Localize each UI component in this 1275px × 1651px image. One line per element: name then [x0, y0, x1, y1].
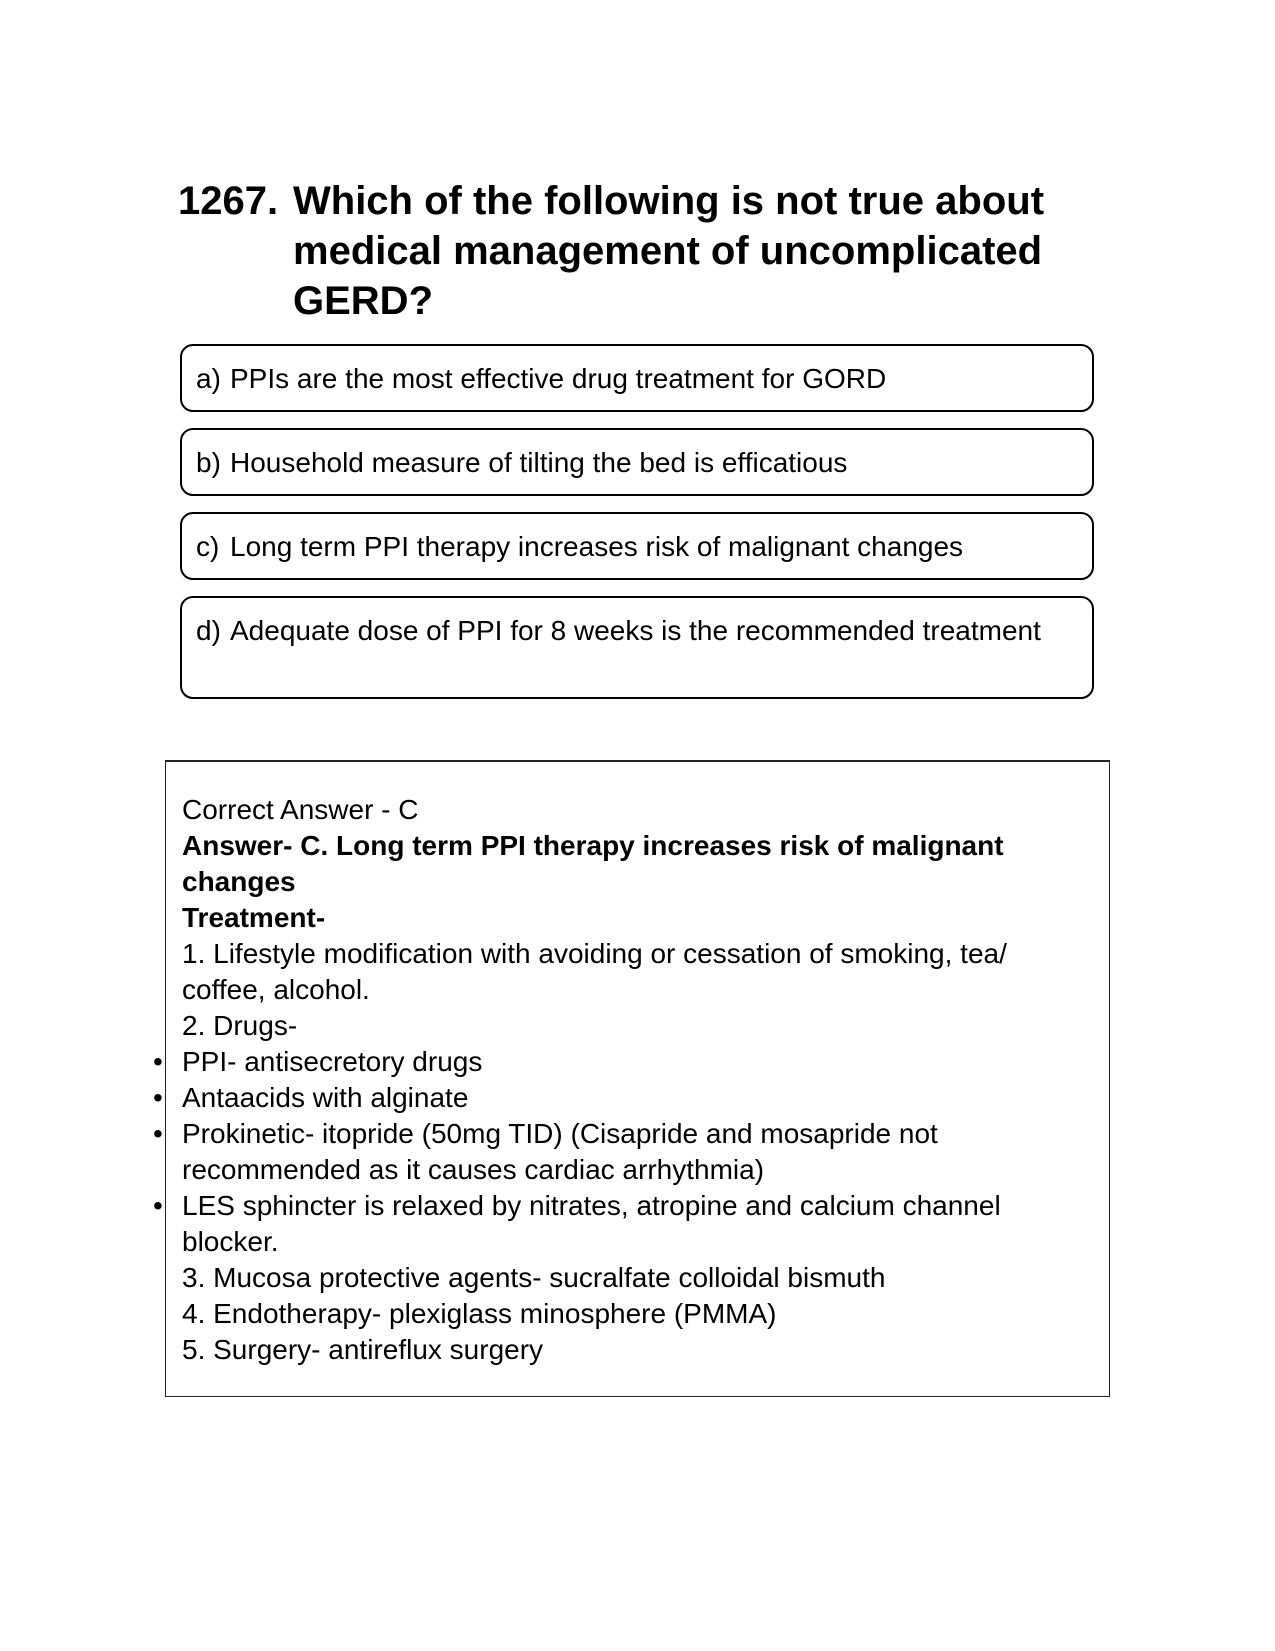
bullet-item: [153, 1080, 1082, 1116]
option-a[interactable]: [180, 344, 1094, 412]
option-letter: c): [196, 531, 220, 562]
bullet-text: PPI- antisecretory drugs: [182, 1046, 483, 1077]
treatment-item-3: 3. Mucosa protective agents- sucralfate colloidal bismuth: [182, 1262, 886, 1293]
bullet-icon: •: [153, 1118, 163, 1149]
answer-heading: Answer- C. Long term PPI therapy increases risk of malignant changes: [182, 830, 1004, 897]
bullet-icon: •: [153, 1190, 163, 1221]
option-text: Adequate dose of PPI for 8 weeks is the recommended treatment: [230, 615, 1041, 646]
correct-answer-line: Correct Answer - C: [182, 794, 419, 825]
bullet-text: Prokinetic- itopride (50mg TID) (Cisapride and mosapride not recommended as it causes cardiac arrhythmia): [182, 1118, 938, 1185]
option-c[interactable]: [180, 512, 1094, 580]
question-text: Which of the following is not true about medical management of uncomplicated GERD?: [293, 179, 1045, 323]
treatment-item-5: 5. Surgery- antireflux surgery: [182, 1334, 544, 1365]
bullet-icon: •: [153, 1082, 163, 1113]
bullet-item: [153, 1188, 1082, 1260]
bullet-text: Antaacids with alginate: [182, 1082, 469, 1113]
option-text: Household measure of tilting the bed is efficatious: [230, 447, 848, 478]
bullet-text: LES sphincter is relaxed by nitrates, atropine and calcium channel blocker.: [182, 1190, 1001, 1257]
question-number: 1267.: [178, 179, 279, 223]
option-text: Long term PPI therapy increases risk of malignant changes: [230, 531, 964, 562]
option-b[interactable]: [180, 428, 1094, 496]
bullet-item: [153, 1044, 1082, 1080]
bullet-icon: •: [153, 1046, 163, 1077]
option-letter: b): [196, 447, 221, 478]
option-text: PPIs are the most effective drug treatment for GORD: [230, 363, 887, 394]
answer-box: [153, 760, 1110, 1397]
answer-content: [153, 792, 1082, 1368]
treatment-heading: Treatment-: [182, 902, 326, 933]
option-letter: a): [196, 363, 221, 394]
treatment-item-2: 2. Drugs-: [182, 1010, 298, 1041]
bullet-item: [153, 1116, 1082, 1188]
option-letter: d): [196, 615, 221, 646]
treatment-item-4: 4. Endotherapy- plexiglass minosphere (PMMA): [182, 1298, 777, 1329]
treatment-item-1: 1. Lifestyle modification with avoiding or cessation of smoking, tea/ coffee, alcohol.: [182, 938, 1007, 1005]
option-d[interactable]: [180, 596, 1094, 699]
question-heading: [178, 176, 1098, 326]
